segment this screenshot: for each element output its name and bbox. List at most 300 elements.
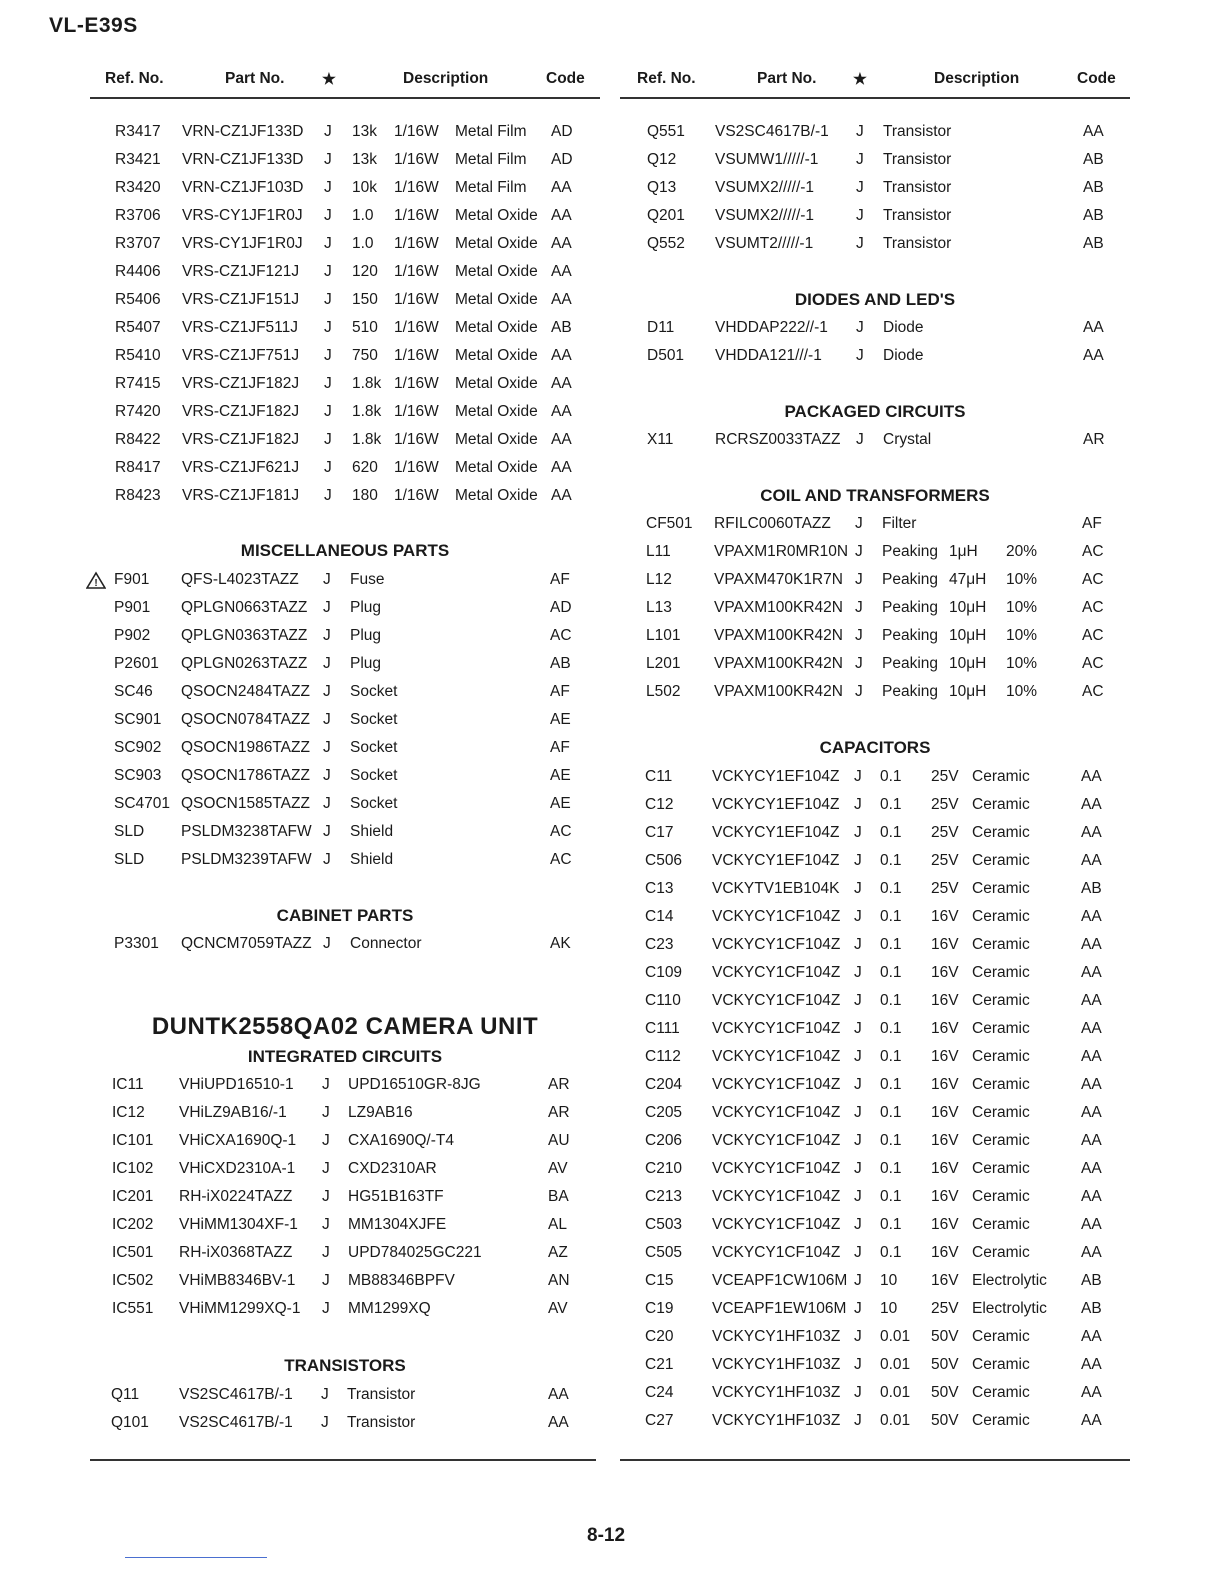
code: AC [1082,683,1104,700]
ref-no: C503 [645,1216,683,1233]
code: AA [1081,992,1102,1009]
section-title-capacitors: CAPACITORS [819,738,931,757]
type: Ceramic [972,992,1030,1009]
header-rule [620,97,1130,99]
description: Transistor [883,151,952,168]
mark: J [323,655,331,672]
table-row [620,1379,1130,1407]
part-no: VPAXM100KR42N [714,599,843,616]
value: 0.1 [880,1188,902,1205]
value: 1.8k [352,403,382,420]
table-row [620,1267,1130,1295]
mark: J [323,571,331,588]
part-no: VRS-CZ1JF182J [182,431,300,448]
code: AN [548,1272,570,1289]
mark: J [324,403,332,420]
part-no: QPLGN0263TAZZ [181,655,308,672]
part-no: VRS-CZ1JF182J [182,375,300,392]
part-no: VSUMX2/////-1 [715,207,815,224]
wattage: 1/16W [394,123,439,140]
value: 0.1 [880,1076,902,1093]
table-row [620,510,1130,538]
part-no: VCKYCY1CF104Z [712,1244,841,1261]
description: MB88346BPFV [348,1272,455,1289]
code: AV [548,1160,568,1177]
part-no: VHiCXD2310A-1 [179,1160,296,1177]
mark: J [856,123,864,140]
ref-no: Q13 [647,179,677,196]
table-row [620,426,1130,454]
part-no: VCKYCY1CF104Z [712,908,841,925]
ref-no: R3706 [115,207,161,224]
part-no: VHiLZ9AB16/-1 [179,1104,287,1121]
description: CXD2310AR [348,1160,437,1177]
header-desc: Description [403,70,489,87]
ref-no: L502 [646,683,681,700]
mark: J [323,599,331,616]
part-no: RCRSZ0033TAZZ [715,431,841,448]
ref-no: Q101 [111,1414,149,1431]
part-no: VSUMW1/////-1 [715,151,819,168]
part-no: VHDDA121///-1 [715,347,822,364]
type: Ceramic [972,908,1030,925]
part-no: VCKYCY1CF104Z [712,1020,841,1037]
code: AA [1083,319,1104,336]
part-no: PSLDM3238TAFW [181,823,312,840]
description: Socket [350,795,398,812]
part-no: VRS-CZ1JF511J [182,319,298,336]
table-header-right [620,70,1130,97]
code: AC [1082,571,1104,588]
code: AA [548,1386,569,1403]
mark: J [854,1020,862,1037]
part-no: VRS-CZ1JF121J [182,263,300,280]
table-row [620,118,1130,146]
footer-rule-left [90,1459,596,1461]
mark: J [856,235,864,252]
mark: J [855,599,863,616]
voltage: 16V [931,908,959,925]
code: AC [550,627,572,644]
mark: J [323,795,331,812]
svg-text:!: ! [94,577,98,589]
description: Socket [350,739,398,756]
ref-no: R5406 [115,291,161,308]
table-row [620,987,1130,1015]
mark: J [854,1244,862,1261]
value: 0.1 [880,1104,902,1121]
table-row [90,706,600,734]
ref-no: C21 [645,1356,674,1373]
table-row [90,118,600,146]
mark: J [324,207,332,224]
table-row [90,454,600,482]
code: AF [550,683,570,700]
voltage: 16V [931,992,959,1009]
mark: J [322,1104,330,1121]
table-row [90,1183,600,1211]
ref-no: R3707 [115,235,161,252]
wattage: 1/16W [394,459,439,476]
code: AB [551,319,572,336]
part-no: QPLGN0663TAZZ [181,599,308,616]
wattage: 1/16W [394,319,439,336]
description: Diode [883,347,924,364]
part-no: VCKYCY1EF104Z [712,768,840,785]
table-row [620,875,1130,903]
ref-no: SC4701 [114,795,171,812]
ref-no: SC46 [114,683,153,700]
description: Socket [350,711,398,728]
table-row [620,1155,1130,1183]
mark: J [854,796,862,813]
type: Ceramic [972,1356,1030,1373]
table-row [90,1267,600,1295]
tolerance: 10% [1006,571,1038,588]
ref-no: C205 [645,1104,683,1121]
ref-no: Q12 [647,151,677,168]
code: AZ [548,1244,568,1261]
value: 0.1 [880,908,902,925]
table-row [620,1183,1130,1211]
ref-no: C109 [645,964,683,981]
code: AA [1083,123,1104,140]
part-no: QSOCN2484TAZZ [181,683,310,700]
header-ref: Ref. No. [105,70,164,87]
code: AA [1083,347,1104,364]
value: 10k [352,179,377,196]
table-row [620,314,1130,342]
code: AB [1083,235,1104,252]
code: AE [550,795,571,812]
tolerance: 20% [1006,543,1038,560]
value: 10μH [949,599,987,616]
part-no: VS2SC4617B/-1 [179,1414,293,1431]
code: AC [550,823,572,840]
ref-no: SLD [114,823,145,840]
ref-no: Q552 [647,235,685,252]
description: Diode [883,319,924,336]
ref-no: L11 [646,543,671,560]
description: MM1299XQ [348,1300,431,1317]
voltage: 25V [931,1300,959,1317]
description: UPD16510GR-8JG [348,1076,481,1093]
description: Peaking [882,655,939,672]
ref-no: R8423 [115,487,161,504]
part-no: QSOCN0784TAZZ [181,711,310,728]
header-star: ★ [853,71,867,88]
part-no: VSUMX2/////-1 [715,179,815,196]
part-no: VCEAPF1EW106M [712,1300,847,1317]
voltage: 16V [931,1188,959,1205]
table-row [90,762,600,790]
type: Ceramic [972,768,1030,785]
table-row [90,1071,600,1099]
type: Metal Oxide [455,207,538,224]
code: AA [1081,796,1102,813]
part-no: VCKYCY1CF104Z [712,992,841,1009]
ref-no: Q11 [111,1386,140,1403]
table-row [620,1323,1130,1351]
mark: J [854,1216,862,1233]
part-no: QSOCN1585TAZZ [181,795,310,812]
type: Ceramic [972,936,1030,953]
code: AD [551,151,573,168]
description: Transistor [883,207,952,224]
section-title-ic: INTEGRATED CIRCUITS [247,1047,443,1066]
part-no: VCKYCY1HF103Z [712,1384,841,1401]
voltage: 25V [931,852,959,869]
value: 0.1 [880,964,902,981]
table-row [90,1127,600,1155]
code: AR [548,1076,570,1093]
type: Metal Oxide [455,375,538,392]
section-title-packaged: PACKAGED CIRCUITS [784,402,966,421]
code: AC [1082,655,1104,672]
part-no: VCKYCY1HF103Z [712,1412,841,1429]
part-no: VRN-CZ1JF133D [182,151,304,168]
wattage: 1/16W [394,403,439,420]
table-row [90,1211,600,1239]
table-row [620,1071,1130,1099]
mark: J [856,179,864,196]
value: 0.01 [880,1412,911,1429]
part-no: VCKYCY1CF104Z [712,1104,841,1121]
table-row [620,1015,1130,1043]
section-title-cabinet: CABINET PARTS [276,906,414,925]
table-row [90,230,600,258]
table-row [90,258,600,286]
description: Transistor [347,1414,416,1431]
type: Ceramic [972,852,1030,869]
tolerance: 10% [1006,683,1038,700]
mark: J [324,123,332,140]
voltage: 16V [931,1048,959,1065]
part-no: VHiUPD16510-1 [179,1076,294,1093]
mark: J [324,487,332,504]
code: AA [1081,1048,1102,1065]
table-row [90,650,600,678]
part-no: VRS-CZ1JF181J [182,487,300,504]
mark: J [854,1048,862,1065]
left-column [90,70,600,1431]
type: Ceramic [972,824,1030,841]
code: AF [550,739,570,756]
mark: J [856,151,864,168]
description: LZ9AB16 [348,1104,413,1121]
table-row [620,650,1130,678]
value: 1.0 [352,207,374,224]
code: AK [550,935,571,952]
voltage: 50V [931,1412,959,1429]
table-row [620,959,1130,987]
table-row [620,538,1130,566]
ref-no: D501 [647,347,685,364]
mark: J [322,1132,330,1149]
type: Ceramic [972,880,1030,897]
ref-no: C14 [645,908,674,925]
type: Ceramic [972,1104,1030,1121]
part-no: VCKYCY1CF104Z [712,1216,841,1233]
voltage: 16V [931,1160,959,1177]
type: Ceramic [972,1216,1030,1233]
type: Metal Film [455,179,527,196]
mark: J [322,1272,330,1289]
mark: J [323,711,331,728]
code: AA [1081,1328,1102,1345]
mark: J [322,1160,330,1177]
part-no: RFILC0060TAZZ [714,515,831,532]
type: Ceramic [972,1244,1030,1261]
warning-triangle-icon [86,566,106,594]
table-row [90,174,600,202]
description: Plug [350,627,382,644]
table-row [90,818,600,846]
value: 750 [352,347,378,364]
value: 0.1 [880,1216,902,1233]
part-no: QSOCN1786TAZZ [181,767,310,784]
mark: J [854,1300,862,1317]
ref-no: P3301 [114,935,159,952]
voltage: 16V [931,1216,959,1233]
code: AA [551,207,572,224]
header-code: Code [546,70,585,87]
value: 1.8k [352,431,382,448]
wattage: 1/16W [394,347,439,364]
description: Transistor [883,179,952,196]
table-row [90,1409,600,1437]
type: Ceramic [972,796,1030,813]
description: UPD784025GC221 [348,1244,482,1261]
mark: J [322,1216,330,1233]
mark: J [324,319,332,336]
code: BA [548,1188,569,1205]
type: Metal Oxide [455,403,538,420]
description: Socket [350,683,398,700]
part-no: QCNCM7059TAZZ [181,935,312,952]
part-no: VRS-CZ1JF151J [182,291,300,308]
type: Ceramic [972,1384,1030,1401]
ref-no: C20 [645,1328,674,1345]
description: HG51B163TF [348,1188,444,1205]
description: Shield [350,851,394,868]
ref-no: C12 [645,796,674,813]
mark: J [854,992,862,1009]
ref-no: P901 [114,599,151,616]
description: Shield [350,823,394,840]
type: Metal Film [455,123,527,140]
mark: J [854,936,862,953]
part-no: VPAXM100KR42N [714,655,843,672]
part-no: VSUMT2/////-1 [715,235,814,252]
ref-no: R4406 [115,263,161,280]
ref-no: IC551 [112,1300,154,1317]
table-row [620,1351,1130,1379]
ref-no: IC202 [112,1216,154,1233]
mark: J [323,851,331,868]
voltage: 16V [931,964,959,981]
table-row [620,1043,1130,1071]
code: AA [551,291,572,308]
mark: J [854,1412,862,1429]
value: 0.1 [880,1048,902,1065]
type: Metal Oxide [455,487,538,504]
voltage: 50V [931,1384,959,1401]
ref-no: C111 [645,1020,680,1037]
table-row [620,230,1130,258]
table-row [90,566,600,594]
ref-no: X11 [647,431,674,448]
mark: J [324,375,332,392]
part-no: VCKYCY1EF104Z [712,852,840,869]
table-row [620,622,1130,650]
mark: J [324,291,332,308]
mark: J [322,1188,330,1205]
code: AA [1081,936,1102,953]
mark: J [855,655,863,672]
ref-no: C206 [645,1132,683,1149]
voltage: 16V [931,1244,959,1261]
part-no: VHiMB8346BV-1 [179,1272,296,1289]
wattage: 1/16W [394,235,439,252]
table-row [90,426,600,454]
code: AA [1081,1356,1102,1373]
table-row [90,594,600,622]
mark: J [324,347,332,364]
code: AA [1081,964,1102,981]
code: AB [1081,1272,1102,1289]
mark: J [854,768,862,785]
table-row [90,202,600,230]
header-code: Code [1077,70,1116,87]
part-no: VHDDAP222//-1 [715,319,828,336]
part-no: VCKYCY1EF104Z [712,796,840,813]
code: AB [550,655,571,672]
part-no: VCKYCY1HF103Z [712,1328,841,1345]
code: AB [1083,207,1104,224]
table-row [620,146,1130,174]
wattage: 1/16W [394,151,439,168]
type: Metal Film [455,151,527,168]
description: Fuse [350,571,385,588]
type: Metal Oxide [455,235,538,252]
type: Metal Oxide [455,347,538,364]
part-no: VCEAPF1CW106M [712,1272,848,1289]
part-no: QSOCN1986TAZZ [181,739,310,756]
mark: J [323,739,331,756]
mark: J [854,1132,862,1149]
table-row [90,1155,600,1183]
header-rule [90,97,600,99]
code: AA [1081,824,1102,841]
part-no: VHiMM1299XQ-1 [179,1300,301,1317]
ref-no: SC901 [114,711,162,728]
mark: J [855,683,863,700]
code: AE [550,711,571,728]
code: AA [1081,908,1102,925]
table-row [620,1099,1130,1127]
part-no: VHiMM1304XF-1 [179,1216,298,1233]
table-row [620,791,1130,819]
type: Electrolytic [972,1272,1047,1289]
model-title: VL-E39S [49,14,138,37]
table-row [620,594,1130,622]
code: AA [1081,852,1102,869]
ref-no: C23 [645,936,674,953]
code: AE [550,767,571,784]
value: 0.1 [880,796,902,813]
code: AB [1083,151,1104,168]
